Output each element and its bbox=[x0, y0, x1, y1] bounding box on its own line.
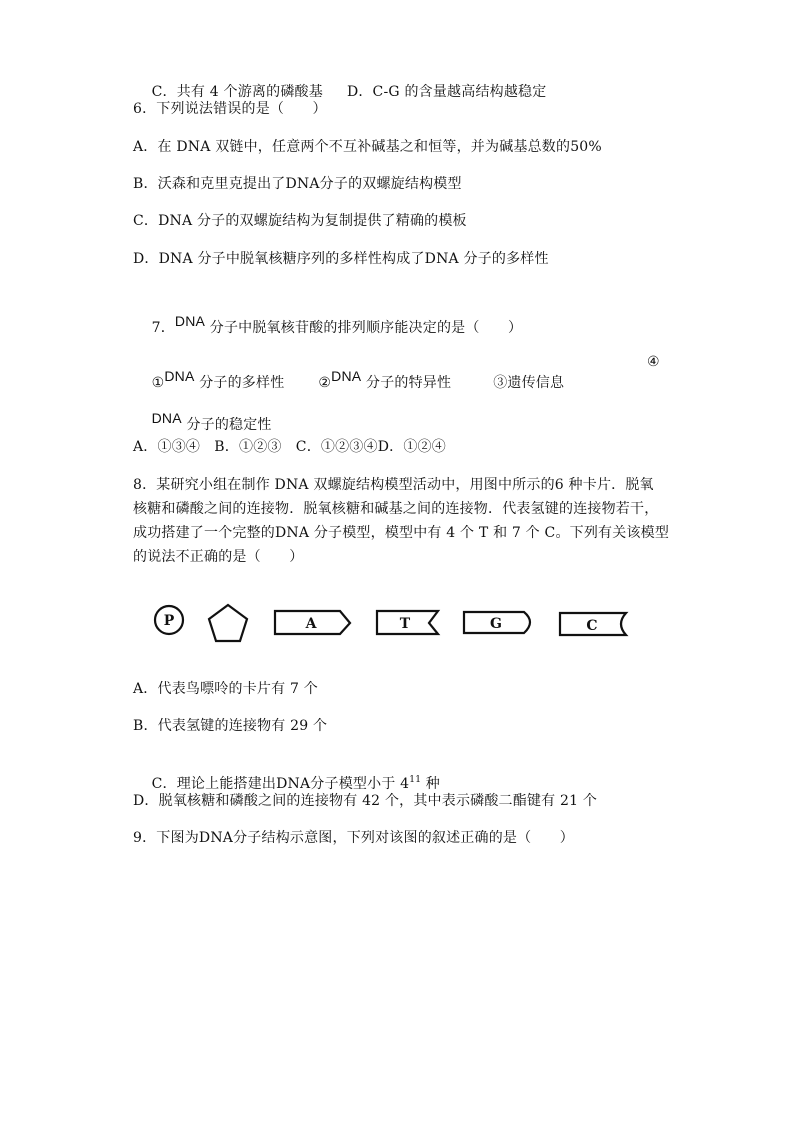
guanine-label: G bbox=[490, 616, 502, 632]
q8-option-c: C．理论上能搭建出DNA分子模型小于 $4^{11}$ 种 bbox=[151, 775, 440, 792]
q7-item4-mark: ④ bbox=[647, 354, 660, 370]
q7-stem: 7．DNA 分子中脱氧核苷酸的排列顺序能决定的是（ ） bbox=[151, 313, 523, 336]
q6-option-c: C．DNA 分子的双螺旋结构为复制提供了精确的模板 bbox=[133, 213, 467, 229]
q8-stem-line1: 8．某研究小组在制作 DNA 双螺旋结构模型活动中，用图中所示的6 种卡片．脱氧 bbox=[133, 477, 654, 493]
q8-stem-line2: 核糖和磷酸之间的连接物．脱氧核糖和碱基之间的连接物．代表氢键的连接物若干， bbox=[133, 501, 659, 517]
deoxyribose-card bbox=[209, 605, 247, 641]
adenine-label: A bbox=[305, 616, 317, 632]
phosphate-label: P bbox=[163, 613, 175, 629]
q5-option-c: C．共有 4 个游离的磷酸基 bbox=[151, 84, 323, 100]
q5-option-d: D．C-G 的含量越高结构越稳定 bbox=[346, 84, 547, 100]
q8-option-d: D．脱氧核糖和磷酸之间的连接物有 42 个，其中表示磷酸二酯键有 21 个 bbox=[133, 793, 598, 809]
dna-formula: DNA bbox=[331, 368, 362, 384]
dna-formula: DNA bbox=[174, 313, 206, 329]
dna-formula: DNA bbox=[164, 368, 195, 384]
exponent: 11 bbox=[409, 775, 422, 785]
q8-stem-line4: 的说法不正确的是（ ） bbox=[133, 549, 304, 565]
q7-items-line: ①DNA 分子的多样性 ②DNA 分子的特异性 ③遗传信息 bbox=[151, 368, 565, 391]
q8-option-b: B．代表氢键的连接物有 29 个 bbox=[133, 718, 328, 734]
q8-option-a: A．代表鸟嘌呤的卡片有 7 个 bbox=[133, 681, 318, 697]
q7-options: A．①③④ B．①②③ C．①②③④D．①②④ bbox=[133, 439, 446, 455]
q9-stem: 9．下图为DNA分子结构示意图，下列对该图的叙述正确的是（ ） bbox=[133, 830, 574, 846]
q8-cards-figure bbox=[140, 598, 640, 648]
q8-stem-line3: 成功搭建了一个完整的DNA 分子模型，模型中有 4 个 T 和 7 个 C。下列有关该模型 bbox=[133, 525, 670, 541]
q6-option-a: A．在 DNA 双链中，任意两个不互补碱基之和恒等，并为碱基总数的50% bbox=[133, 139, 602, 155]
cards-svg bbox=[140, 598, 640, 648]
q6-option-b: B．沃森和克里克提出了DNA分子的双螺旋结构模型 bbox=[133, 176, 462, 192]
cytosine-label: C bbox=[586, 618, 598, 634]
q6-stem: 6．下列说法错误的是（ ） bbox=[133, 101, 327, 117]
thymine-label: T bbox=[399, 616, 411, 632]
q6-option-d: D．DNA 分子中脱氧核糖序列的多样性构成了DNA 分子的多样性 bbox=[133, 251, 549, 267]
q7-item4-line: DNA 分子的稳定性 bbox=[151, 410, 272, 433]
dna-formula: DNA bbox=[151, 410, 182, 426]
